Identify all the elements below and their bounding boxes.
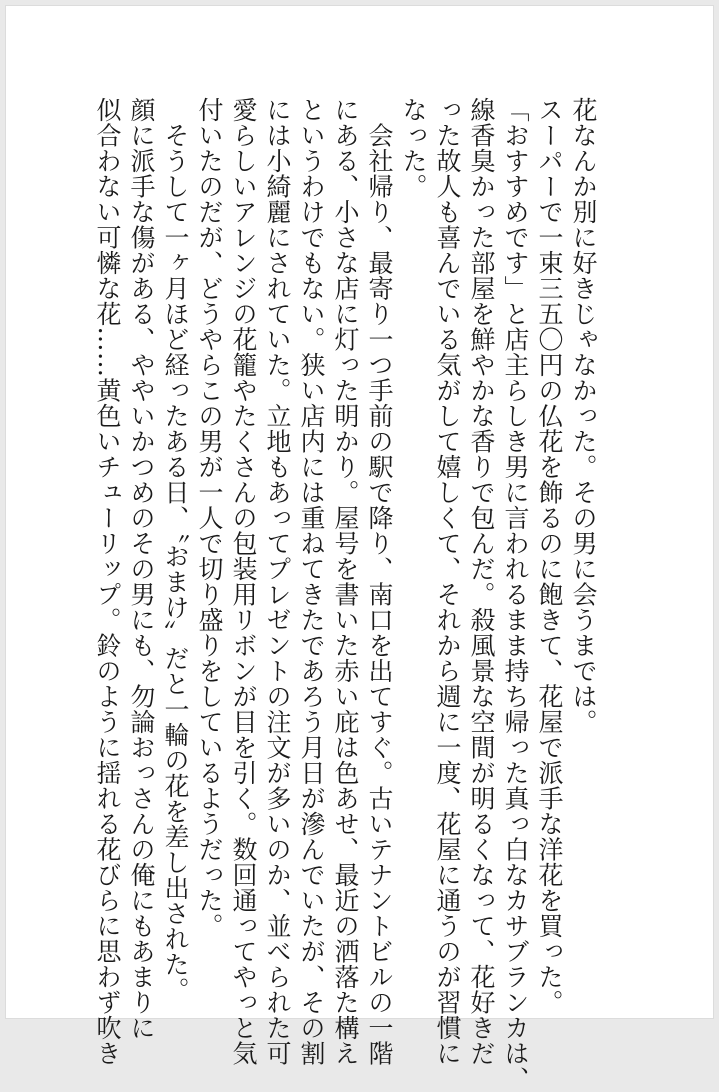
text-line: そうして一ヶ月ほど経ったある日、〝おまけ〟だと一輪の花を差し出された。 [161,97,190,1003]
text-line: というわけでもない。狭い店内には重ねてきたであろう月日が滲んでいたが、その割 [297,97,326,1066]
text-line: スーパーで一束三五〇円の仏花を飾るのに飽きて、花屋で派手な洋花を買った。 [535,97,564,1015]
text-line: 付いたのだが、どうやらこの男が一人で切り盛りをしているようだった。 [195,97,224,939]
text-line: 花なんか別に好きじゃなかった。その男に会うまでは。 [569,97,598,735]
text-line: 会社帰り、最寄り一つ手前の駅で降り、南口を出てすぐ。古いテナントビルの一階 [365,97,394,1066]
text-line: 顔に派手な傷がある、ややいかつめのその男にも、勿論おっさんの俺にもあまりに [127,97,156,1041]
text-line: 似合わない可憐な花……黄色いチューリップ。鈴のように揺れる花びらに思わず吹き [93,97,122,1066]
text-line: 「おすすめです」と店主らしき男に言われるまま持ち帰った真っ白なカサブランカは、 [501,97,530,1092]
text-line: には小綺麗にされていた。立地もあってプレゼントの注文が多いのか、並べられた可 [263,97,292,1066]
text-line: 線香臭かった部屋を鮮やかな香りで包んだ。殺風景な空間が明るくなって、花好きだ [467,97,496,1066]
text-line: った故人も喜んでいる気がして嬉しくて、それから週に一度、花屋に通うのが習慣に [433,97,462,1066]
vertical-text-body [90,97,600,1092]
text-line: なった。 [399,97,428,199]
book-page [6,6,713,1092]
text-line: 愛らしいアレンジの花籠やたくさんの包装用リボンが目を引く。数回通ってやっと気 [229,97,258,1066]
text-line: にある、小さな店に灯った明かり。屋号を書いた赤い庇は色あせ、最近の洒落た構え [331,97,360,1066]
